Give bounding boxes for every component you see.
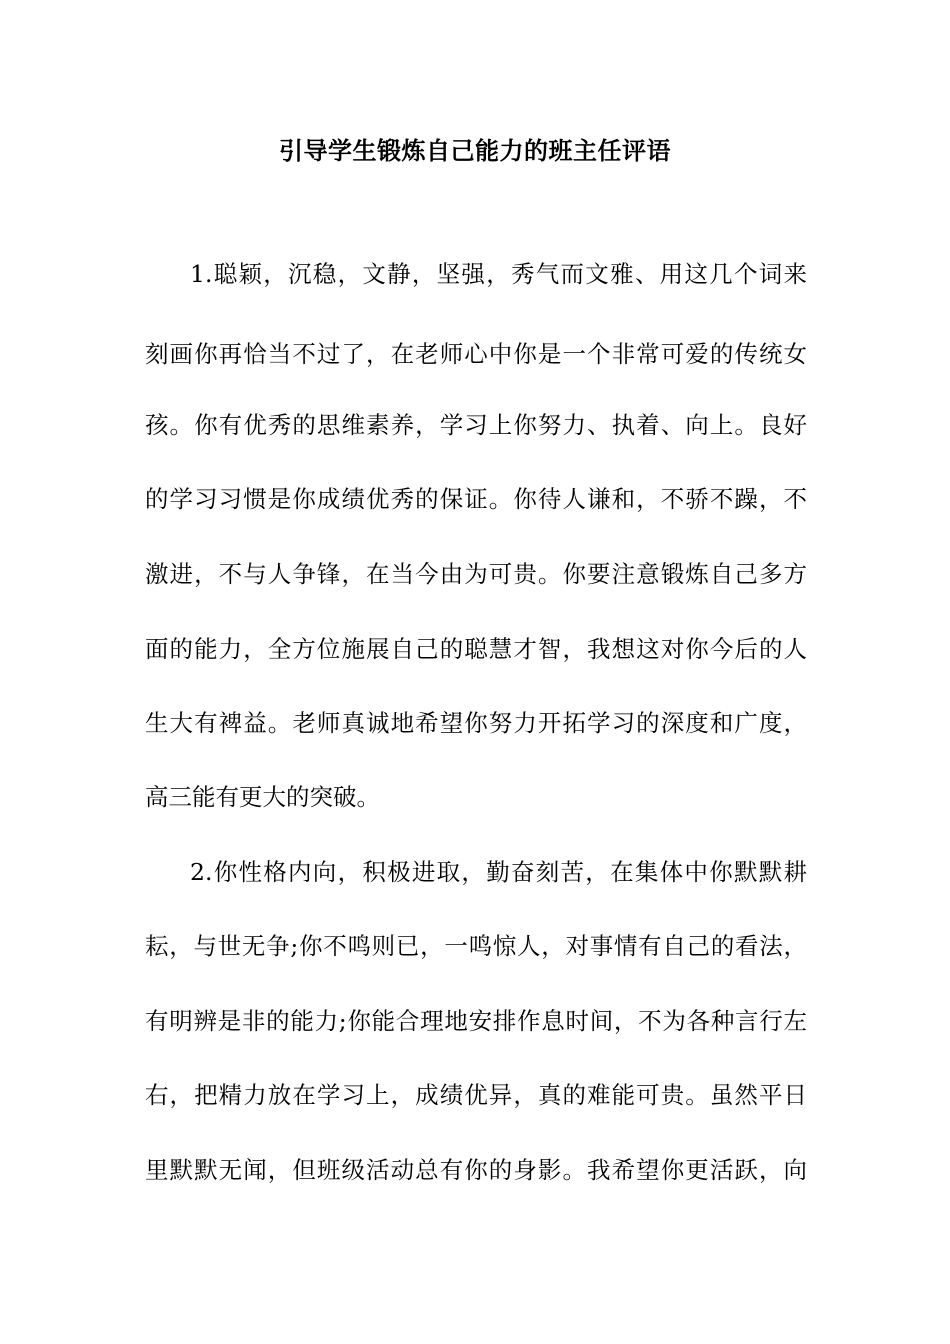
paragraph-line: 耘，与世无争;你不鸣则已，一鸣惊人，对事情有自己的看法， (145, 932, 807, 960)
paragraph-line: 2.你性格内向，积极进取，勤奋刻苦，在集体中你默默耕 (190, 858, 807, 886)
paragraph-line: 刻画你再恰当不过了，在老师心中你是一个非常可爱的传统女 (145, 340, 807, 368)
paragraph-line: 有明辨是非的能力;你能合理地安排作息时间，不为各种言行左 (145, 1007, 807, 1035)
paragraph-line: 面的能力，全方位施展自己的聪慧才智，我想这对你今后的人 (145, 635, 807, 663)
paragraph-line: 生大有裨益。老师真诚地希望你努力开拓学习的深度和广度， (145, 709, 807, 737)
paragraph-line: 高三能有更大的突破。 (145, 783, 380, 811)
paragraph-line: 里默默无闻，但班级活动总有你的身影。我希望你更活跃，向 (145, 1156, 807, 1184)
document-title: 引导学生锻炼自己能力的班主任评语 (279, 137, 671, 165)
paragraph-line: 激进，不与人争锋，在当今由为可贵。你要注意锻炼自己多方 (145, 560, 807, 588)
paragraph-line: 右，把精力放在学习上，成绩优异，真的难能可贵。虽然平日 (145, 1081, 807, 1109)
paragraph-line: 的学习习惯是你成绩优秀的保证。你待人谦和，不骄不躁，不 (145, 485, 807, 513)
paragraph-line: 1.聪颖，沉稳，文静，坚强，秀气而文雅、用这几个词来 (190, 260, 807, 288)
paragraph-line: 孩。你有优秀的思维素养，学习上你努力、执着、向上。良好 (145, 411, 807, 439)
